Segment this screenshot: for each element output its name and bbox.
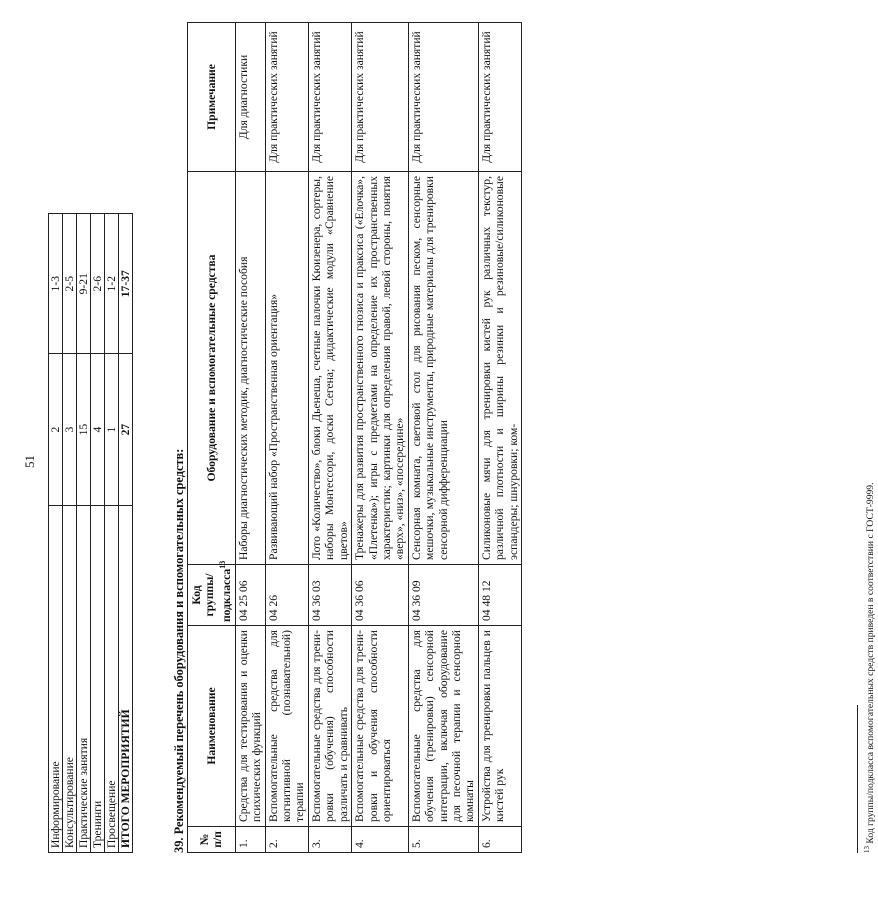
activity-range: 1-3 bbox=[49, 214, 63, 354]
row-note: Для диагностики bbox=[235, 23, 265, 172]
activity-count: 2 bbox=[49, 354, 63, 505]
total-label: ИТОГО МЕРОПРИЯТИЙ bbox=[119, 505, 133, 852]
activity-label: Консультирование bbox=[63, 505, 77, 852]
page-number: 51 bbox=[22, 455, 37, 468]
table-row bbox=[105, 214, 119, 853]
table-row bbox=[265, 23, 308, 853]
row-name: Устройства для тренировки пальцев и кистей рук bbox=[478, 626, 521, 827]
row-note: Для практических занятий bbox=[352, 23, 409, 172]
row-equipment: Лото «Количество», блоки Дьенеша, счетные палочки Кюизенера, сортеры, наборы Монтессори, доски Сегена; дидактические модули «Сравнение цветов» bbox=[308, 172, 351, 565]
table-row bbox=[408, 23, 478, 853]
activity-label: Просвещение bbox=[105, 505, 119, 852]
activity-label: Тренинги bbox=[91, 505, 105, 852]
footnote-marker: 13 bbox=[863, 846, 871, 853]
footnote-separator bbox=[857, 705, 858, 853]
table-row bbox=[352, 23, 409, 853]
row-note: Для практических занятий bbox=[408, 23, 478, 172]
row-name: Вспомогательные средства для когнитивной (познавательной) терапии bbox=[265, 626, 308, 827]
footnote-marker: 13 bbox=[218, 560, 227, 569]
section-heading: 39. Рекомендуемый перечень оборудования и вспомогательных средств: bbox=[172, 448, 186, 853]
row-code: 04 25 06 bbox=[235, 565, 265, 626]
activity-count: 4 bbox=[91, 354, 105, 505]
row-num: 6. bbox=[478, 827, 521, 853]
table-row bbox=[49, 214, 63, 853]
table-row bbox=[235, 23, 265, 853]
row-code: 04 36 06 bbox=[352, 565, 409, 626]
header-equipment: Оборудование и вспомогательные средства bbox=[188, 172, 236, 565]
activity-range: 2-5 bbox=[63, 214, 77, 354]
activity-count: 3 bbox=[63, 354, 77, 505]
row-code: 04 36 03 bbox=[308, 565, 351, 626]
footnote bbox=[861, 483, 878, 854]
equipment-table bbox=[187, 22, 522, 853]
table-row bbox=[63, 214, 77, 853]
header-note: Примечание bbox=[188, 23, 236, 172]
total-count: 27 bbox=[119, 354, 133, 505]
table-row bbox=[308, 23, 351, 853]
row-num: 1. bbox=[235, 827, 265, 853]
row-name: Средства для тестирования и оценки психических функций bbox=[235, 626, 265, 827]
total-row bbox=[119, 214, 133, 853]
activity-count: 1 bbox=[105, 354, 119, 505]
row-name: Вспомогательные средства для обучения (тренировки) сенсорной интеграции, включая оборудование для песочной терапии и сенсорной комнаты bbox=[408, 626, 478, 827]
activity-label: Информирование bbox=[49, 505, 63, 852]
table-row bbox=[91, 214, 105, 853]
header-code-label: Код группы/ подкласса bbox=[190, 568, 233, 622]
row-note: Для практических занятий bbox=[308, 23, 351, 172]
activity-count: 15 bbox=[77, 354, 91, 505]
row-equipment: Силиконовые мячи для тренировки кистей рук различных текстур, различной плотности и ширины резинки и резиновые/силиконовые эспандеры; шнуровки; ком- bbox=[478, 172, 521, 565]
activity-range: 2-6 bbox=[91, 214, 105, 354]
row-num: 3. bbox=[308, 827, 351, 853]
total-range: 17-37 bbox=[119, 214, 133, 354]
row-code: 04 36 09 bbox=[408, 565, 478, 626]
row-equipment: Развивающий набор «Пространственная ориентация» bbox=[265, 172, 308, 565]
row-name: Вспомогательные средства для тренировки и обучения способности ориентироваться bbox=[352, 626, 409, 827]
row-note: Для практических занятий bbox=[478, 23, 521, 172]
header-code bbox=[188, 560, 236, 626]
activity-range: 1-2 bbox=[105, 214, 119, 354]
row-code: 04 48 12 bbox=[478, 565, 521, 626]
activity-range: 9-21 bbox=[77, 214, 91, 354]
row-num: 5. bbox=[408, 827, 478, 853]
header-num: № п/п bbox=[188, 827, 236, 853]
row-equipment: Тренажеры для развития пространственного гнозиса и праксиса («Елочка», «Плетенка»); игры с предметами на определение их пространственных характеристик; картинки для определения правой, левой стороны, понятия «верх», «низ», «посередине» bbox=[352, 172, 409, 565]
row-name: Вспомогательные средства для тренировки (обучения) способности различать и сравнивать bbox=[308, 626, 351, 827]
row-num: 4. bbox=[352, 827, 409, 853]
row-equipment: Сенсорная комната, световой стол для рисования песком, сенсорные мешочки, музыкальные инструменты, природные материалы для тренировки сенсорной дифференциации bbox=[408, 172, 478, 565]
row-num: 2. bbox=[265, 827, 308, 853]
activity-label: Практические занятия bbox=[77, 505, 91, 852]
header-name: Наименование bbox=[188, 626, 236, 827]
row-equipment: Наборы диагностических методик, диагностические пособия bbox=[235, 172, 265, 565]
activities-summary-table bbox=[48, 213, 133, 853]
table-row bbox=[77, 214, 91, 853]
footnote-text: Код группы/подкласса вспомогательных средств приведен в соответствии с ГОСТ-9999. bbox=[865, 482, 877, 844]
row-note: Для практических занятий bbox=[265, 23, 308, 172]
row-code: 04 26 bbox=[265, 565, 308, 626]
table-row bbox=[478, 23, 521, 853]
table-header-row bbox=[188, 23, 236, 853]
